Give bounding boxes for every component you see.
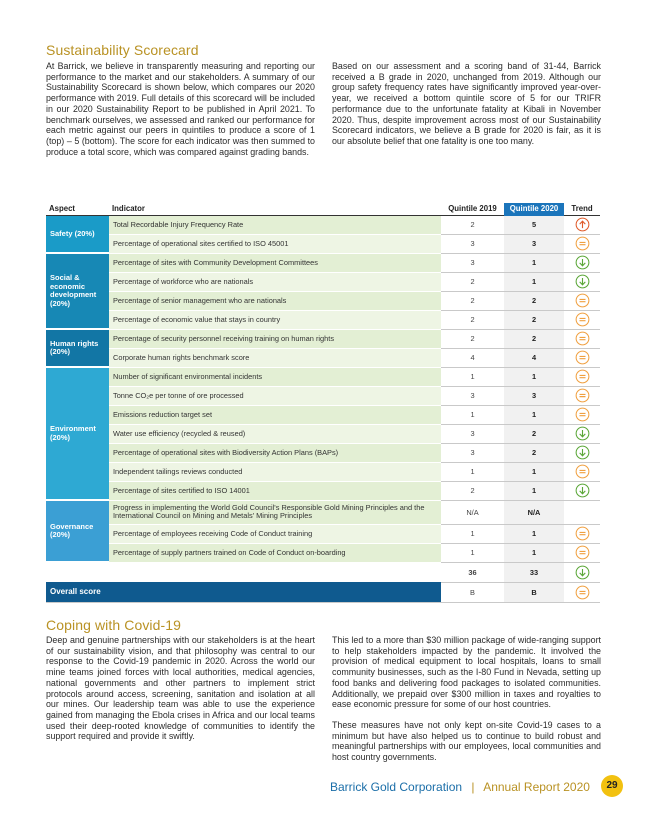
quintile-2019-cell: 1: [441, 405, 504, 424]
trend-cell: [564, 329, 600, 348]
trend-cell: [564, 462, 600, 481]
footer-separator: |: [471, 780, 475, 794]
trend-up-icon: [575, 255, 590, 270]
trend-cell: [564, 543, 600, 562]
overall-2019-cell: B: [441, 582, 504, 602]
table-row: [46, 424, 600, 443]
table-row: [46, 234, 600, 253]
overall-trend-cell: [564, 582, 600, 602]
quintile-2019-cell: 2: [441, 481, 504, 500]
scorecard-intro-left-text: At Barrick, we believe in transparently measuring and reporting our performance to the market and our stakeholders. A summary of our Sustainability Scorecard is shown below, which compares our 2020 performance with 2019. Full details of this scorecard will be included in our 2020 Sustainability Report to be published in April 2021. To benchmark ourselves, we assessed and ranked our performance for each metric against our peers in quintiles to produce a score of 1 (top) – 5 (bottom). The score for each indicator was then summed to produce a total score, which was compared against grading bands.: [46, 61, 315, 157]
quintile-2019-cell: 1: [441, 462, 504, 481]
quintile-2019-cell: 3: [441, 386, 504, 405]
quintile-2019-cell: 1: [441, 543, 504, 562]
aspect-cell: Social & economic development (20%): [46, 253, 109, 329]
trend-cell: [564, 234, 600, 253]
indicator-cell: Progress in implementing the World Gold Council's Responsible Gold Mining Principles and the International Council on Mining and Metals' Mining Principles: [109, 500, 441, 524]
quintile-2020-cell: 1: [504, 253, 564, 272]
page-footer: [330, 780, 590, 794]
header-quintile-2019: Quintile 2019: [441, 203, 504, 215]
covid-left-text: Deep and genuine partnerships with our stakeholders is at the heart of our sustainability vision, and that philosophy was central to our response to the Covid-19 pandemic in 2020. Across the world our mine teams joined forces with local authorities, medical agencies, national governments and other partners to implement strict protocols around access, screening, sanitation and isolation at all our mines. Our leadership team was able to use the experience gained from managing the Ebola crises in Africa and our local teams used their deep-rooted knowledge of communities to identify the support required and provide it swiftly.: [46, 635, 315, 742]
footer-report: Annual Report 2020: [483, 780, 590, 794]
trend-up-icon: [575, 483, 590, 498]
quintile-2019-cell: 2: [441, 215, 504, 234]
indicator-cell: Percentage of security personnel receiving training on human rights: [109, 329, 441, 348]
scorecard-intro-left: [46, 61, 315, 167]
table-row: [46, 272, 600, 291]
total-blank-cell: [109, 562, 441, 582]
quintile-2020-cell: 2: [504, 443, 564, 462]
quintile-2020-cell: 1: [504, 405, 564, 424]
covid-right-column: [332, 635, 601, 773]
table-row: [46, 386, 600, 405]
trend-cell: [564, 386, 600, 405]
quintile-2019-cell: 1: [441, 367, 504, 386]
overall-score-row: [46, 582, 600, 602]
overall-score-label: Overall score: [46, 582, 441, 602]
footer-company: Barrick Gold Corporation: [330, 780, 463, 794]
table-row: [46, 291, 600, 310]
indicator-cell: Water use efficiency (recycled & reused): [109, 424, 441, 443]
indicator-cell: Percentage of employees receiving Code of Conduct training: [109, 524, 441, 543]
trend-cell: [564, 310, 600, 329]
indicator-cell: Percentage of sites with Community Development Committees: [109, 253, 441, 272]
covid-right-text-1: This led to a more than $30 million package of wide-ranging support to help stakeholders impacted by the pandemic. It involved the provision of medical equipment to local hospitals, loans to small community businesses, such as the I-80 Fund in Nevada, setting up food banks and delivering food packages to isolated communities. Additionally, we prepaid over $300 million in taxes and royalties to ease economic pressure for some of our host countries.: [332, 635, 601, 710]
indicator-cell: Emissions reduction target set: [109, 405, 441, 424]
aspect-cell: Human rights (20%): [46, 329, 109, 367]
quintile-2020-cell: 1: [504, 481, 564, 500]
quintile-2019-cell: 4: [441, 348, 504, 367]
table-body: [46, 215, 600, 602]
trend-cell: [564, 367, 600, 386]
table-header-row: [46, 203, 600, 215]
trend-same-icon: [575, 388, 590, 403]
total-2020-cell: 33: [504, 562, 564, 582]
covid-left-column: [46, 635, 315, 752]
table-row: [46, 215, 600, 234]
quintile-2020-cell: 1: [504, 367, 564, 386]
quintile-2019-cell: 2: [441, 291, 504, 310]
quintile-2020-cell: 2: [504, 424, 564, 443]
table-row: [46, 543, 600, 562]
quintile-2020-cell: 1: [504, 524, 564, 543]
aspect-cell: Environment (20%): [46, 367, 109, 500]
quintile-2020-cell: 2: [504, 291, 564, 310]
trend-same-icon: [575, 407, 590, 422]
table-row: [46, 405, 600, 424]
quintile-2019-cell: 3: [441, 443, 504, 462]
header-trend: Trend: [564, 203, 600, 215]
header-aspect: Aspect: [46, 203, 109, 215]
quintile-2020-cell: 1: [504, 272, 564, 291]
scorecard-intro-right-text: Based on our assessment and a scoring band of 31-44, Barrick received a B grade in 2020, unchanged from 2019. Although our group safety frequency rates have significantly improved year-over-year, we received a bottom quintile score of 5 for our TRIFR performance due to the unfortunate fatality at Kibali in November 2020. Thus, despite improvement across most of our Sustainability Scorecard indicators, we believe a B grade for 2020 is fair, as it is our absolute belief that one fatality is one too many.: [332, 61, 601, 146]
quintile-2020-cell: 3: [504, 386, 564, 405]
indicator-cell: Percentage of senior management who are nationals: [109, 291, 441, 310]
total-trend-cell: [564, 562, 600, 582]
quintile-2019-cell: 3: [441, 424, 504, 443]
table-row: [46, 367, 600, 386]
indicator-cell: Tonne CO₂e per tonne of ore processed: [109, 386, 441, 405]
section-heading-scorecard: Sustainability Scorecard: [46, 42, 199, 58]
total-blank-cell: [46, 562, 109, 582]
quintile-2019-cell: 1: [441, 524, 504, 543]
quintile-2019-cell: 2: [441, 310, 504, 329]
indicator-cell: Percentage of operational sites with Biodiversity Action Plans (BAPs): [109, 443, 441, 462]
trend-cell: [564, 524, 600, 543]
table-row: [46, 329, 600, 348]
indicator-cell: Percentage of operational sites certified to ISO 45001: [109, 234, 441, 253]
total-2019-cell: 36: [441, 562, 504, 582]
quintile-2019-cell: 3: [441, 253, 504, 272]
page-number-badge: 29: [601, 775, 623, 797]
quintile-2019-cell: 2: [441, 329, 504, 348]
quintile-2020-cell: 1: [504, 462, 564, 481]
trend-cell: [564, 443, 600, 462]
trend-same-icon: [575, 331, 590, 346]
trend-cell: [564, 405, 600, 424]
quintile-2019-cell: N/A: [441, 500, 504, 524]
trend-up-icon: [575, 445, 590, 460]
quintile-2019-cell: 3: [441, 234, 504, 253]
quintile-2020-cell: 3: [504, 234, 564, 253]
aspect-cell: Safety (20%): [46, 215, 109, 253]
trend-down-icon: [575, 217, 590, 232]
trend-cell: [564, 291, 600, 310]
trend-same-icon: [575, 312, 590, 327]
quintile-2020-cell: 2: [504, 329, 564, 348]
trend-cell: [564, 348, 600, 367]
covid-right-text-2: These measures have not only kept on-site Covid-19 cases to a minimum but have also helped us to continue to build robust and meaningful partnerships with our employees, local communities and host country governments.: [332, 719, 601, 763]
trend-same-icon: [575, 526, 590, 541]
table-row: [46, 524, 600, 543]
trend-cell: [564, 272, 600, 291]
section-heading-covid: Coping with Covid-19: [46, 617, 182, 633]
trend-same-icon: [575, 236, 590, 251]
header-quintile-2020: Quintile 2020: [504, 203, 564, 215]
indicator-cell: Percentage of workforce who are nationals: [109, 272, 441, 291]
trend-cell: [564, 215, 600, 234]
total-row: [46, 562, 600, 582]
quintile-2019-cell: 2: [441, 272, 504, 291]
indicator-cell: Total Recordable Injury Frequency Rate: [109, 215, 441, 234]
trend-cell: [564, 253, 600, 272]
overall-2020-cell: B: [504, 582, 564, 602]
trend-same-icon: [575, 350, 590, 365]
table-row: [46, 500, 600, 524]
indicator-cell: Percentage of supply partners trained on Code of Conduct on-boarding: [109, 543, 441, 562]
trend-same-icon: [575, 369, 590, 384]
quintile-2020-cell: 1: [504, 543, 564, 562]
table-row: [46, 462, 600, 481]
trend-same-icon: [575, 293, 590, 308]
indicator-cell: Corporate human rights benchmark score: [109, 348, 441, 367]
aspect-cell: Governance (20%): [46, 500, 109, 562]
indicator-cell: Independent tailings reviews conducted: [109, 462, 441, 481]
table-row: [46, 253, 600, 272]
trend-cell: [564, 500, 600, 524]
table-row: [46, 310, 600, 329]
trend-same-icon: [575, 585, 590, 600]
quintile-2020-cell: N/A: [504, 500, 564, 524]
table-row: [46, 348, 600, 367]
trend-up-icon: [575, 565, 590, 580]
quintile-2020-cell: 2: [504, 310, 564, 329]
table-row: [46, 481, 600, 500]
trend-up-icon: [575, 426, 590, 441]
indicator-cell: Number of significant environmental incidents: [109, 367, 441, 386]
trend-same-icon: [575, 464, 590, 479]
header-indicator: Indicator: [109, 203, 441, 215]
quintile-2020-cell: 4: [504, 348, 564, 367]
indicator-cell: Percentage of sites certified to ISO 14001: [109, 481, 441, 500]
sustainability-scorecard-table: [46, 203, 600, 603]
table-row: [46, 443, 600, 462]
scorecard-intro-right: [332, 61, 601, 157]
trend-same-icon: [575, 545, 590, 560]
quintile-2020-cell: 5: [504, 215, 564, 234]
trend-cell: [564, 424, 600, 443]
trend-cell: [564, 481, 600, 500]
trend-up-icon: [575, 274, 590, 289]
indicator-cell: Percentage of economic value that stays in country: [109, 310, 441, 329]
